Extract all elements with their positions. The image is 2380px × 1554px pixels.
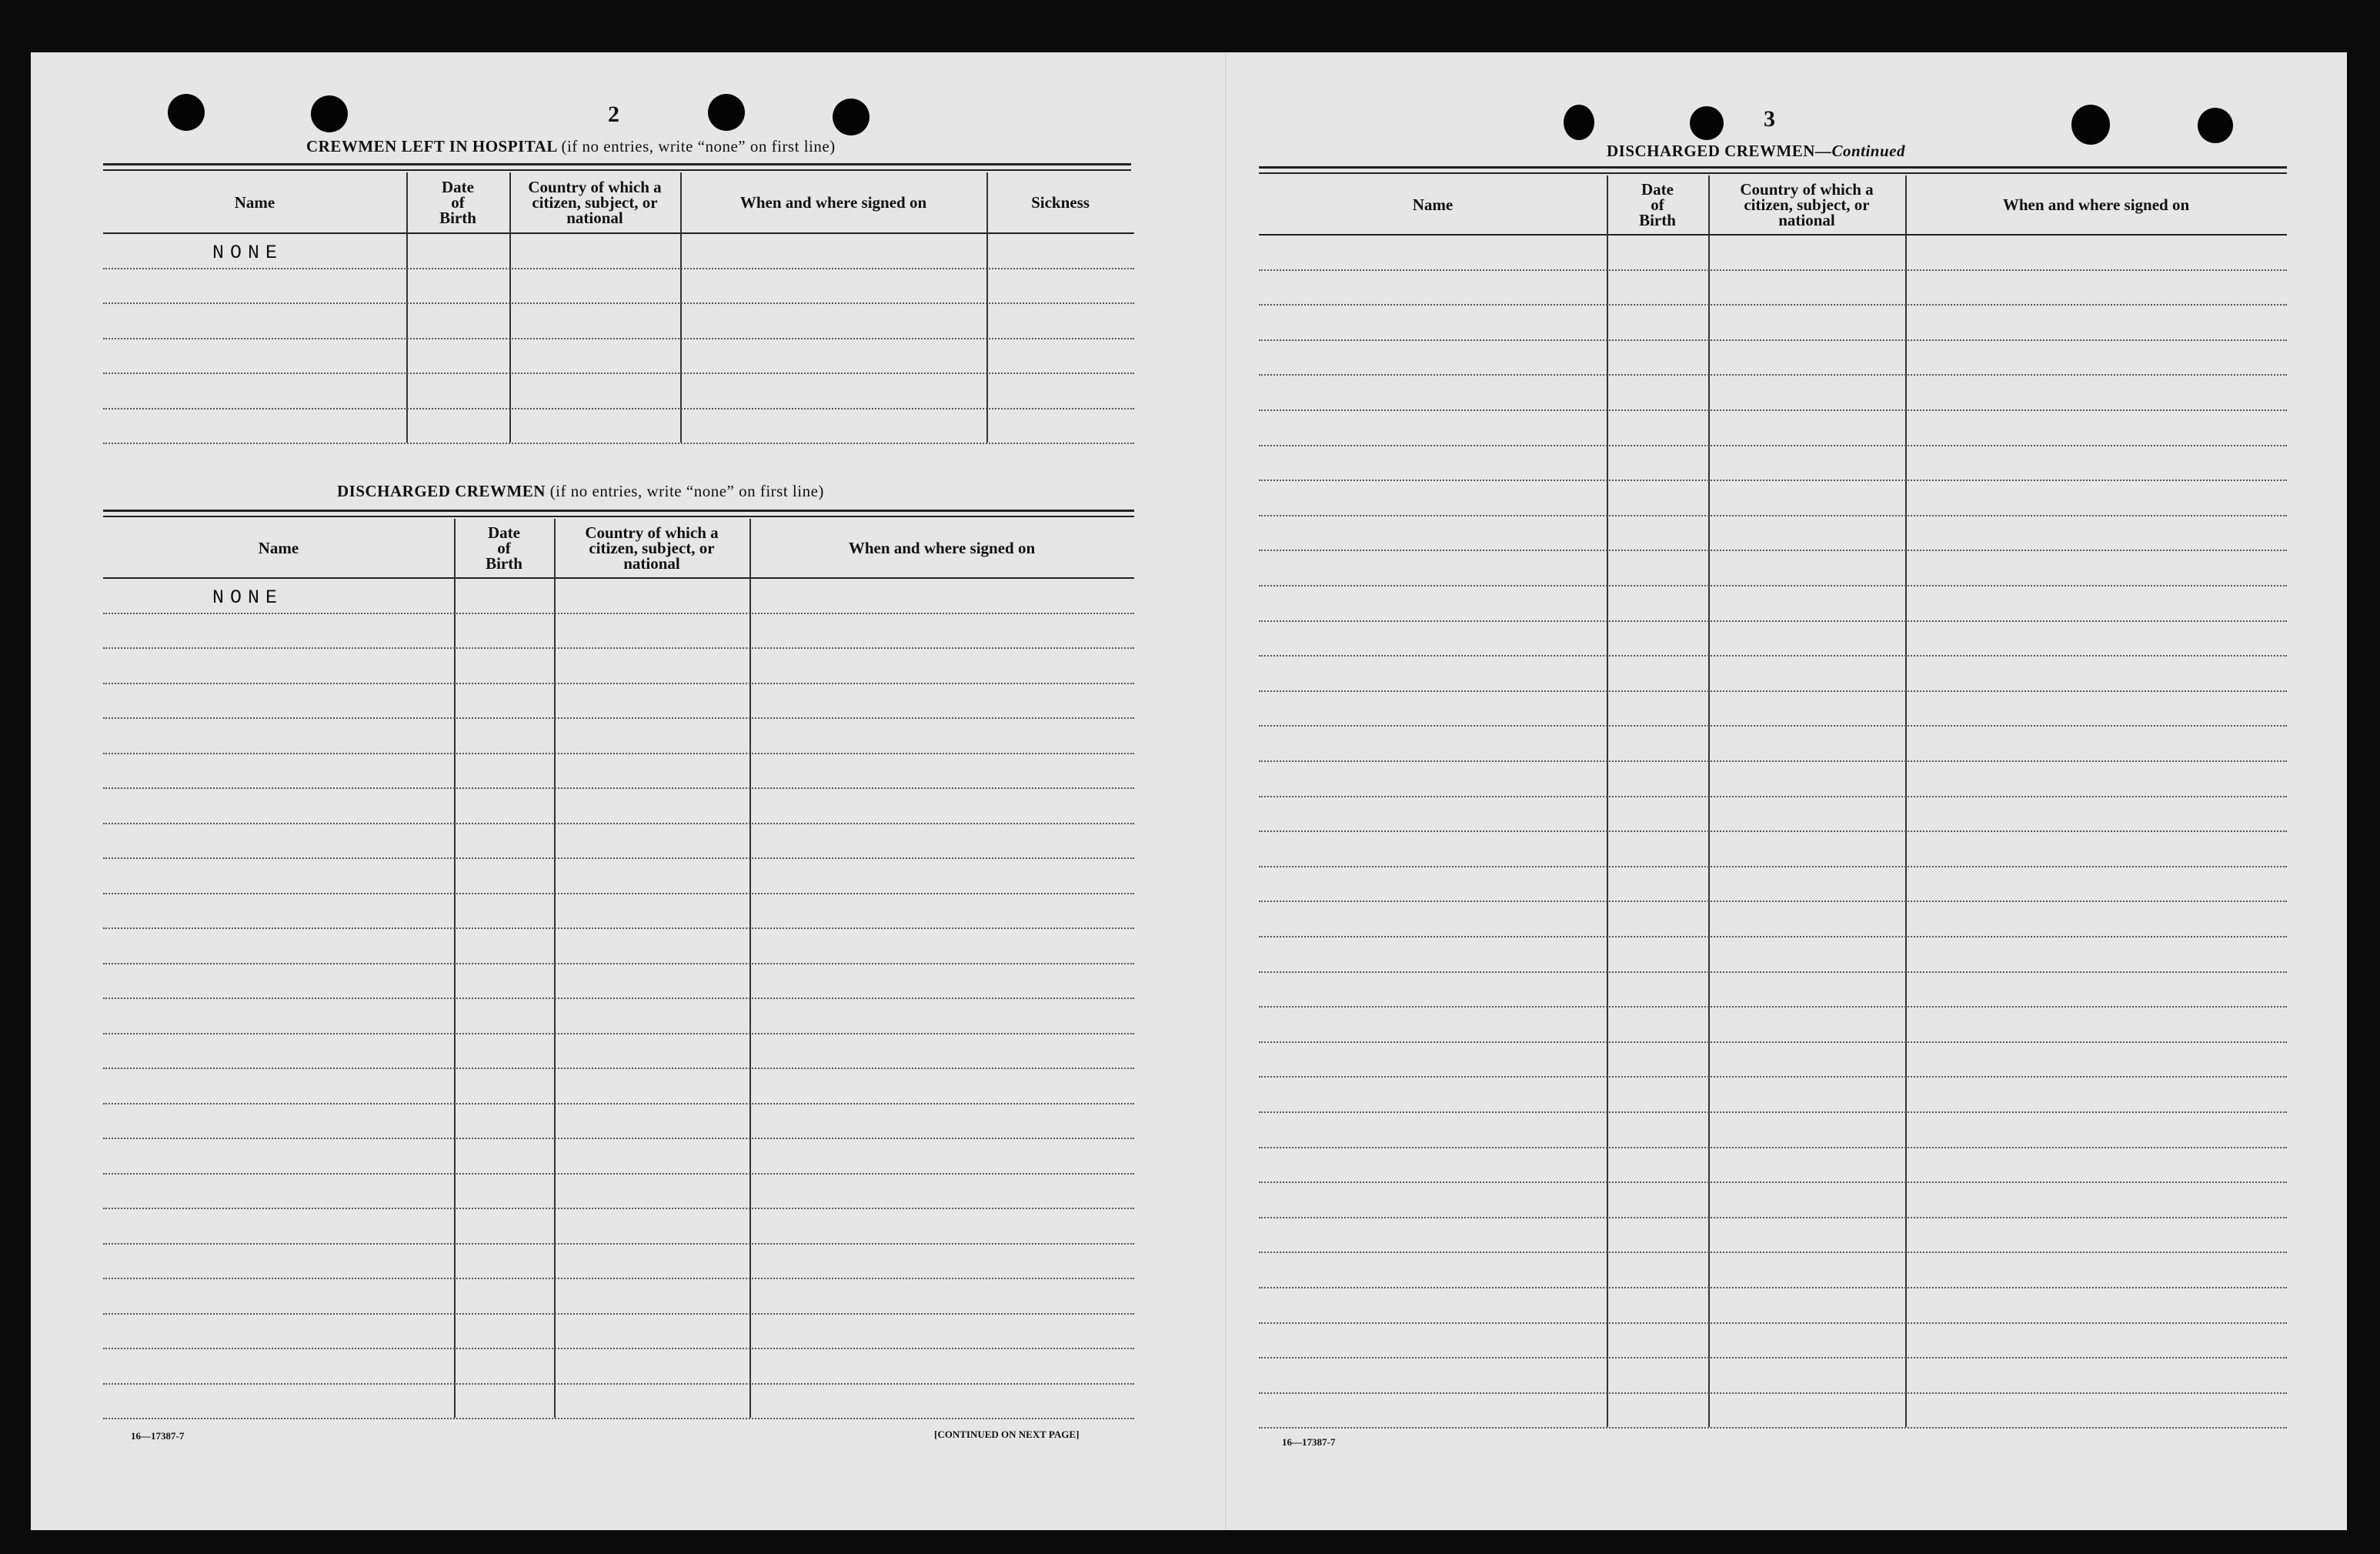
row-line — [103, 1138, 1134, 1139]
punch-hole — [1690, 106, 1724, 140]
row-line — [1259, 480, 2287, 481]
row-line — [1259, 655, 2287, 657]
row-line — [103, 443, 1134, 444]
col-name: Name — [258, 539, 299, 557]
row-line — [1259, 1111, 2287, 1113]
row-line — [1259, 760, 2287, 762]
page-number: 2 — [608, 102, 619, 127]
row-line — [1259, 1147, 2287, 1148]
row-line — [103, 338, 1134, 339]
row-line — [1259, 1181, 2287, 1183]
row-line — [1259, 409, 2287, 411]
row-line — [103, 998, 1134, 999]
row-line — [103, 1033, 1134, 1034]
row-line — [103, 1418, 1134, 1419]
col-name: Name — [234, 193, 275, 212]
punch-hole — [2198, 108, 2233, 143]
row-line — [1259, 971, 2287, 973]
row-line — [103, 1103, 1134, 1105]
hospital-section-title — [306, 137, 836, 156]
row-line — [103, 717, 1134, 719]
col-date-of-birth: Date of Birth — [439, 178, 476, 227]
row-line — [1259, 1217, 2287, 1218]
row-line — [1259, 1006, 2287, 1008]
discharged-title: DISCHARGED CREWMEN — [1607, 142, 1815, 160]
col-name: Name — [1412, 196, 1454, 214]
col-signed-on: When and where signed on — [2002, 196, 2190, 214]
row-line — [1259, 796, 2287, 797]
section-rule — [103, 516, 1134, 517]
row-line — [103, 1313, 1134, 1315]
discharged-continued-title — [1607, 142, 1905, 161]
entry-name: NONE — [212, 587, 284, 609]
punch-hole — [2071, 105, 2110, 145]
row-line — [103, 647, 1134, 649]
row-line — [1259, 830, 2287, 832]
row-line — [1259, 725, 2287, 727]
discharged-instruction: (if no entries, write “none” on first line) — [549, 482, 824, 500]
table-header — [1259, 175, 2287, 236]
row-line — [1259, 901, 2287, 902]
table-header — [103, 172, 1134, 234]
continued-suffix: —Continued — [1814, 142, 1905, 160]
row-line — [103, 1243, 1134, 1245]
row-line — [1259, 550, 2287, 551]
top-rule — [103, 169, 1131, 171]
row-line — [103, 787, 1134, 789]
row-line — [103, 963, 1134, 964]
discharged-section-title — [337, 482, 824, 501]
column-divider — [554, 519, 556, 1418]
col-signed-on: When and where signed on — [848, 539, 1036, 557]
hospital-table — [103, 172, 1134, 449]
page-number: 3 — [1764, 106, 1775, 132]
row-line — [103, 823, 1134, 824]
row-line — [103, 1208, 1134, 1209]
row-line — [103, 927, 1134, 929]
row-line — [103, 857, 1134, 859]
col-signed-on: When and where signed on — [739, 193, 927, 212]
row-line — [1259, 1041, 2287, 1043]
row-line — [103, 1383, 1134, 1385]
punch-hole — [168, 94, 205, 131]
row-line — [1259, 445, 2287, 446]
column-divider — [1607, 175, 1608, 1427]
row-line — [103, 373, 1134, 374]
row-line — [1259, 1322, 2287, 1324]
row-line — [103, 302, 1134, 304]
column-divider — [986, 172, 988, 443]
punch-hole — [708, 94, 745, 131]
top-rule — [103, 163, 1131, 165]
row-line — [1259, 1427, 2287, 1429]
col-country: Country of which a citizen, subject, or national — [1740, 180, 1874, 229]
row-line — [1259, 374, 2287, 376]
row-line — [1259, 866, 2287, 867]
discharged-title: DISCHARGED CREWMEN — [337, 482, 546, 500]
column-divider — [680, 172, 682, 443]
entry-name: NONE — [212, 242, 284, 264]
row-line — [103, 1173, 1134, 1175]
top-rule — [1259, 172, 2287, 174]
discharged-table — [103, 519, 1134, 1419]
row-line — [1259, 339, 2287, 341]
row-line — [103, 613, 1134, 614]
hospital-instruction: (if no entries, write “none” on first line) — [561, 137, 836, 155]
column-divider — [1708, 175, 1710, 1427]
col-country: Country of which a citizen, subject, or national — [585, 523, 719, 573]
row-line — [103, 268, 1134, 269]
punch-hole — [1564, 105, 1594, 140]
row-line — [1259, 1252, 2287, 1253]
row-line — [103, 1068, 1134, 1069]
row-line — [103, 1348, 1134, 1349]
form-number: 16—17387-7 — [1282, 1436, 1336, 1448]
row-line — [1259, 1076, 2287, 1078]
row-line — [1259, 585, 2287, 587]
row-line — [103, 753, 1134, 754]
top-rule — [1259, 166, 2287, 169]
form-number: 16—17387-7 — [131, 1430, 185, 1442]
column-divider — [749, 519, 751, 1418]
row-line — [103, 408, 1134, 409]
column-divider — [454, 519, 456, 1418]
col-country: Country of which a citizen, subject, or national — [528, 178, 662, 227]
row-line — [1259, 620, 2287, 622]
row-line — [103, 893, 1134, 894]
row-line — [1259, 690, 2287, 692]
column-divider — [406, 172, 408, 443]
discharged-continued-table — [1259, 175, 2287, 1430]
row-line — [1259, 269, 2287, 271]
column-divider — [509, 172, 511, 443]
col-date-of-birth: Date of Birth — [1639, 180, 1676, 229]
row-line — [1259, 304, 2287, 306]
punch-hole — [311, 95, 348, 132]
table-header — [103, 519, 1134, 579]
row-line — [1259, 936, 2287, 937]
page-fold — [1225, 52, 1227, 1530]
row-line — [103, 1278, 1134, 1279]
section-rule — [103, 510, 1134, 512]
col-date-of-birth: Date of Birth — [486, 523, 522, 573]
row-line — [1259, 1287, 2287, 1288]
row-line — [103, 683, 1134, 684]
row-line — [1259, 1357, 2287, 1358]
row-line — [1259, 515, 2287, 516]
row-line — [1259, 1392, 2287, 1394]
continued-note: [CONTINUED ON NEXT PAGE] — [934, 1429, 1080, 1440]
punch-hole — [833, 99, 870, 135]
hospital-title: CREWMEN LEFT IN HOSPITAL — [306, 137, 557, 155]
column-divider — [1905, 175, 1907, 1427]
col-sickness: Sickness — [1031, 193, 1090, 212]
